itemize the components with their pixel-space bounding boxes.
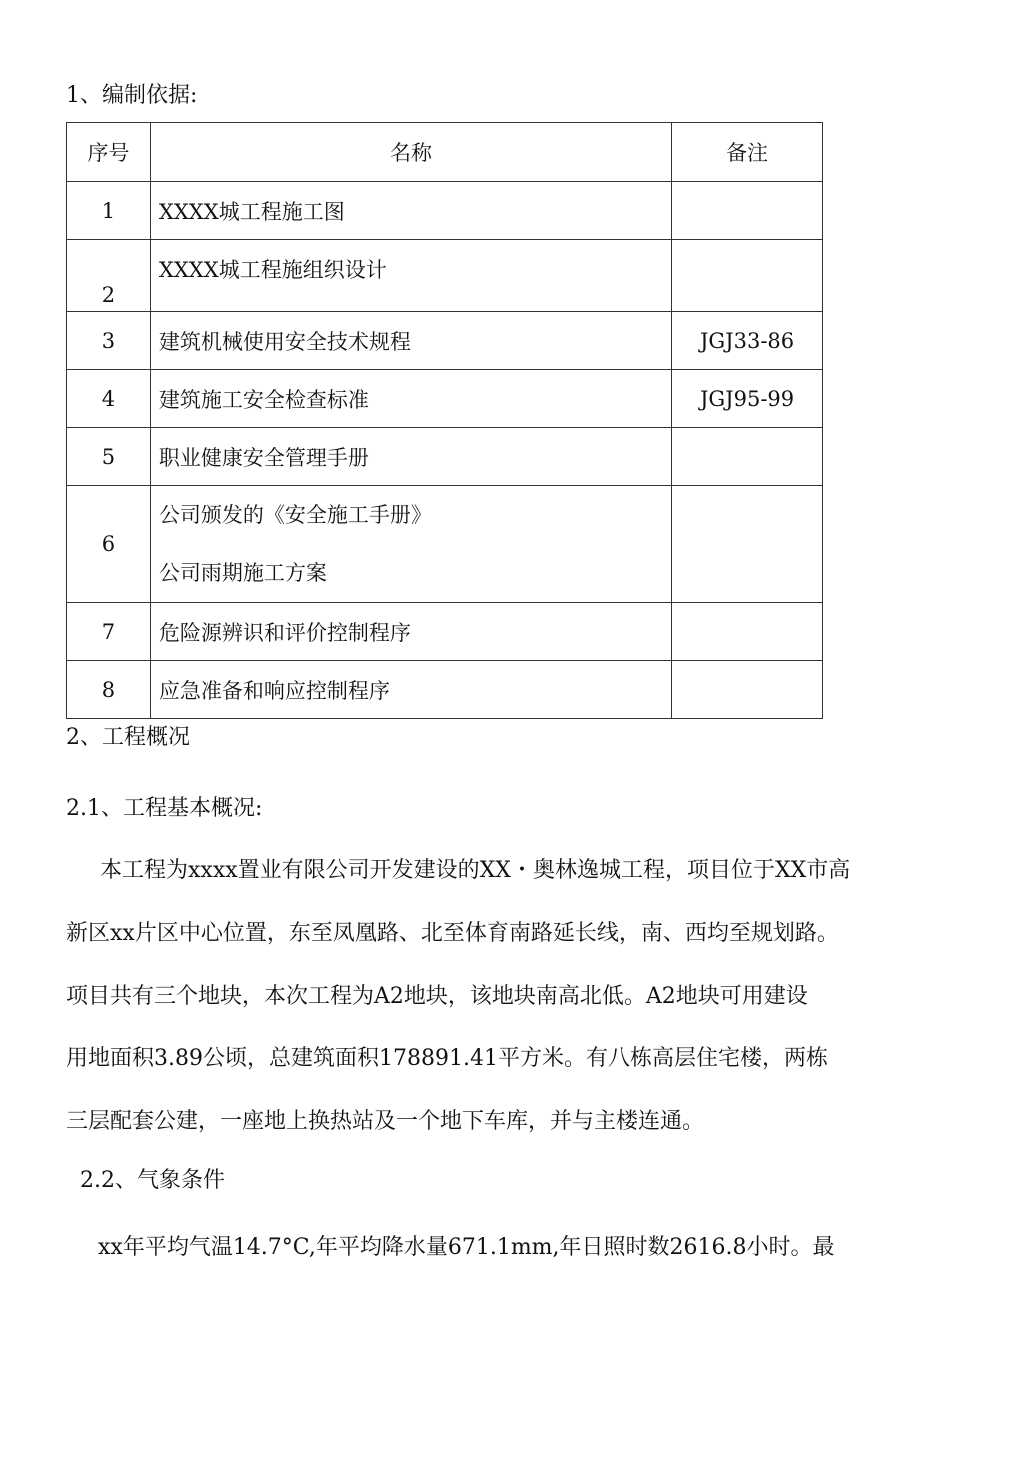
weather-line: xx年平均气温14.7°C,年平均降水量671.1mm,年日照时数2616.8小时。最 (98, 1235, 835, 1260)
table-row (67, 182, 823, 240)
row-no: 4 (67, 370, 151, 428)
row-no: 5 (67, 428, 151, 486)
row-note (672, 603, 823, 661)
table-row (67, 486, 823, 603)
row-no: 8 (67, 661, 151, 719)
row-name: XXXX城工程施工图 (150, 182, 671, 240)
section-2-1-heading: 2.1、工程基本概况: (66, 796, 263, 821)
row-no: 1 (67, 182, 151, 240)
row-name: XXXX城工程施组织设计 (150, 240, 671, 312)
row-note (672, 486, 823, 603)
table-row (67, 603, 823, 661)
table-header-row (67, 123, 823, 182)
table-row (67, 240, 823, 312)
row-name: 危险源辨识和评价控制程序 (150, 603, 671, 661)
row-note (672, 428, 823, 486)
row-name-line: 公司颁发的《安全施工手册》 (158, 503, 432, 527)
table-row (67, 312, 823, 370)
row-name: 职业健康安全管理手册 (150, 428, 671, 486)
overview-line: 本工程为xxxx置业有限公司开发建设的XX・奥林逸城工程，项目位于XX市高 (100, 858, 851, 883)
table-row (67, 661, 823, 719)
row-note: JGJ95-99 (672, 370, 823, 428)
header-note: 备注 (672, 123, 823, 182)
row-name-line: 公司雨期施工方案 (158, 561, 327, 585)
row-name: 应急准备和响应控制程序 (150, 661, 671, 719)
section-2-heading: 2、工程概况 (66, 725, 190, 750)
overview-line: 三层配套公建，一座地上换热站及一个地下车库，并与主楼连通。 (66, 1109, 705, 1134)
row-no: 6 (67, 486, 151, 603)
header-name: 名称 (150, 123, 671, 182)
overview-line: 项目共有三个地块，本次工程为A2地块，该地块南高北低。A2地块可用建设 (66, 984, 808, 1009)
overview-line: 用地面积3.89公顷，总建筑面积178891.41平方米。有八栋高层住宅楼，两栋 (66, 1046, 828, 1071)
section-1-heading: 1、编制依据: (66, 83, 198, 108)
header-no: 序号 (67, 123, 151, 182)
row-note (672, 182, 823, 240)
row-name: 建筑机械使用安全技术规程 (150, 312, 671, 370)
row-no: 3 (67, 312, 151, 370)
row-no: 7 (67, 603, 151, 661)
overview-line: 新区xx片区中心位置，东至凤凰路、北至体育南路延长线，南、西均至规划路。 (66, 921, 839, 946)
row-note (672, 240, 823, 312)
row-no: 2 (67, 240, 151, 312)
row-name (150, 486, 671, 603)
table-row (67, 428, 823, 486)
row-note: JGJ33-86 (672, 312, 823, 370)
row-name: 建筑施工安全检查标准 (150, 370, 671, 428)
row-note (672, 661, 823, 719)
basis-table (66, 122, 823, 719)
table-row (67, 370, 823, 428)
section-2-2-heading: 2.2、气象条件 (80, 1168, 225, 1193)
